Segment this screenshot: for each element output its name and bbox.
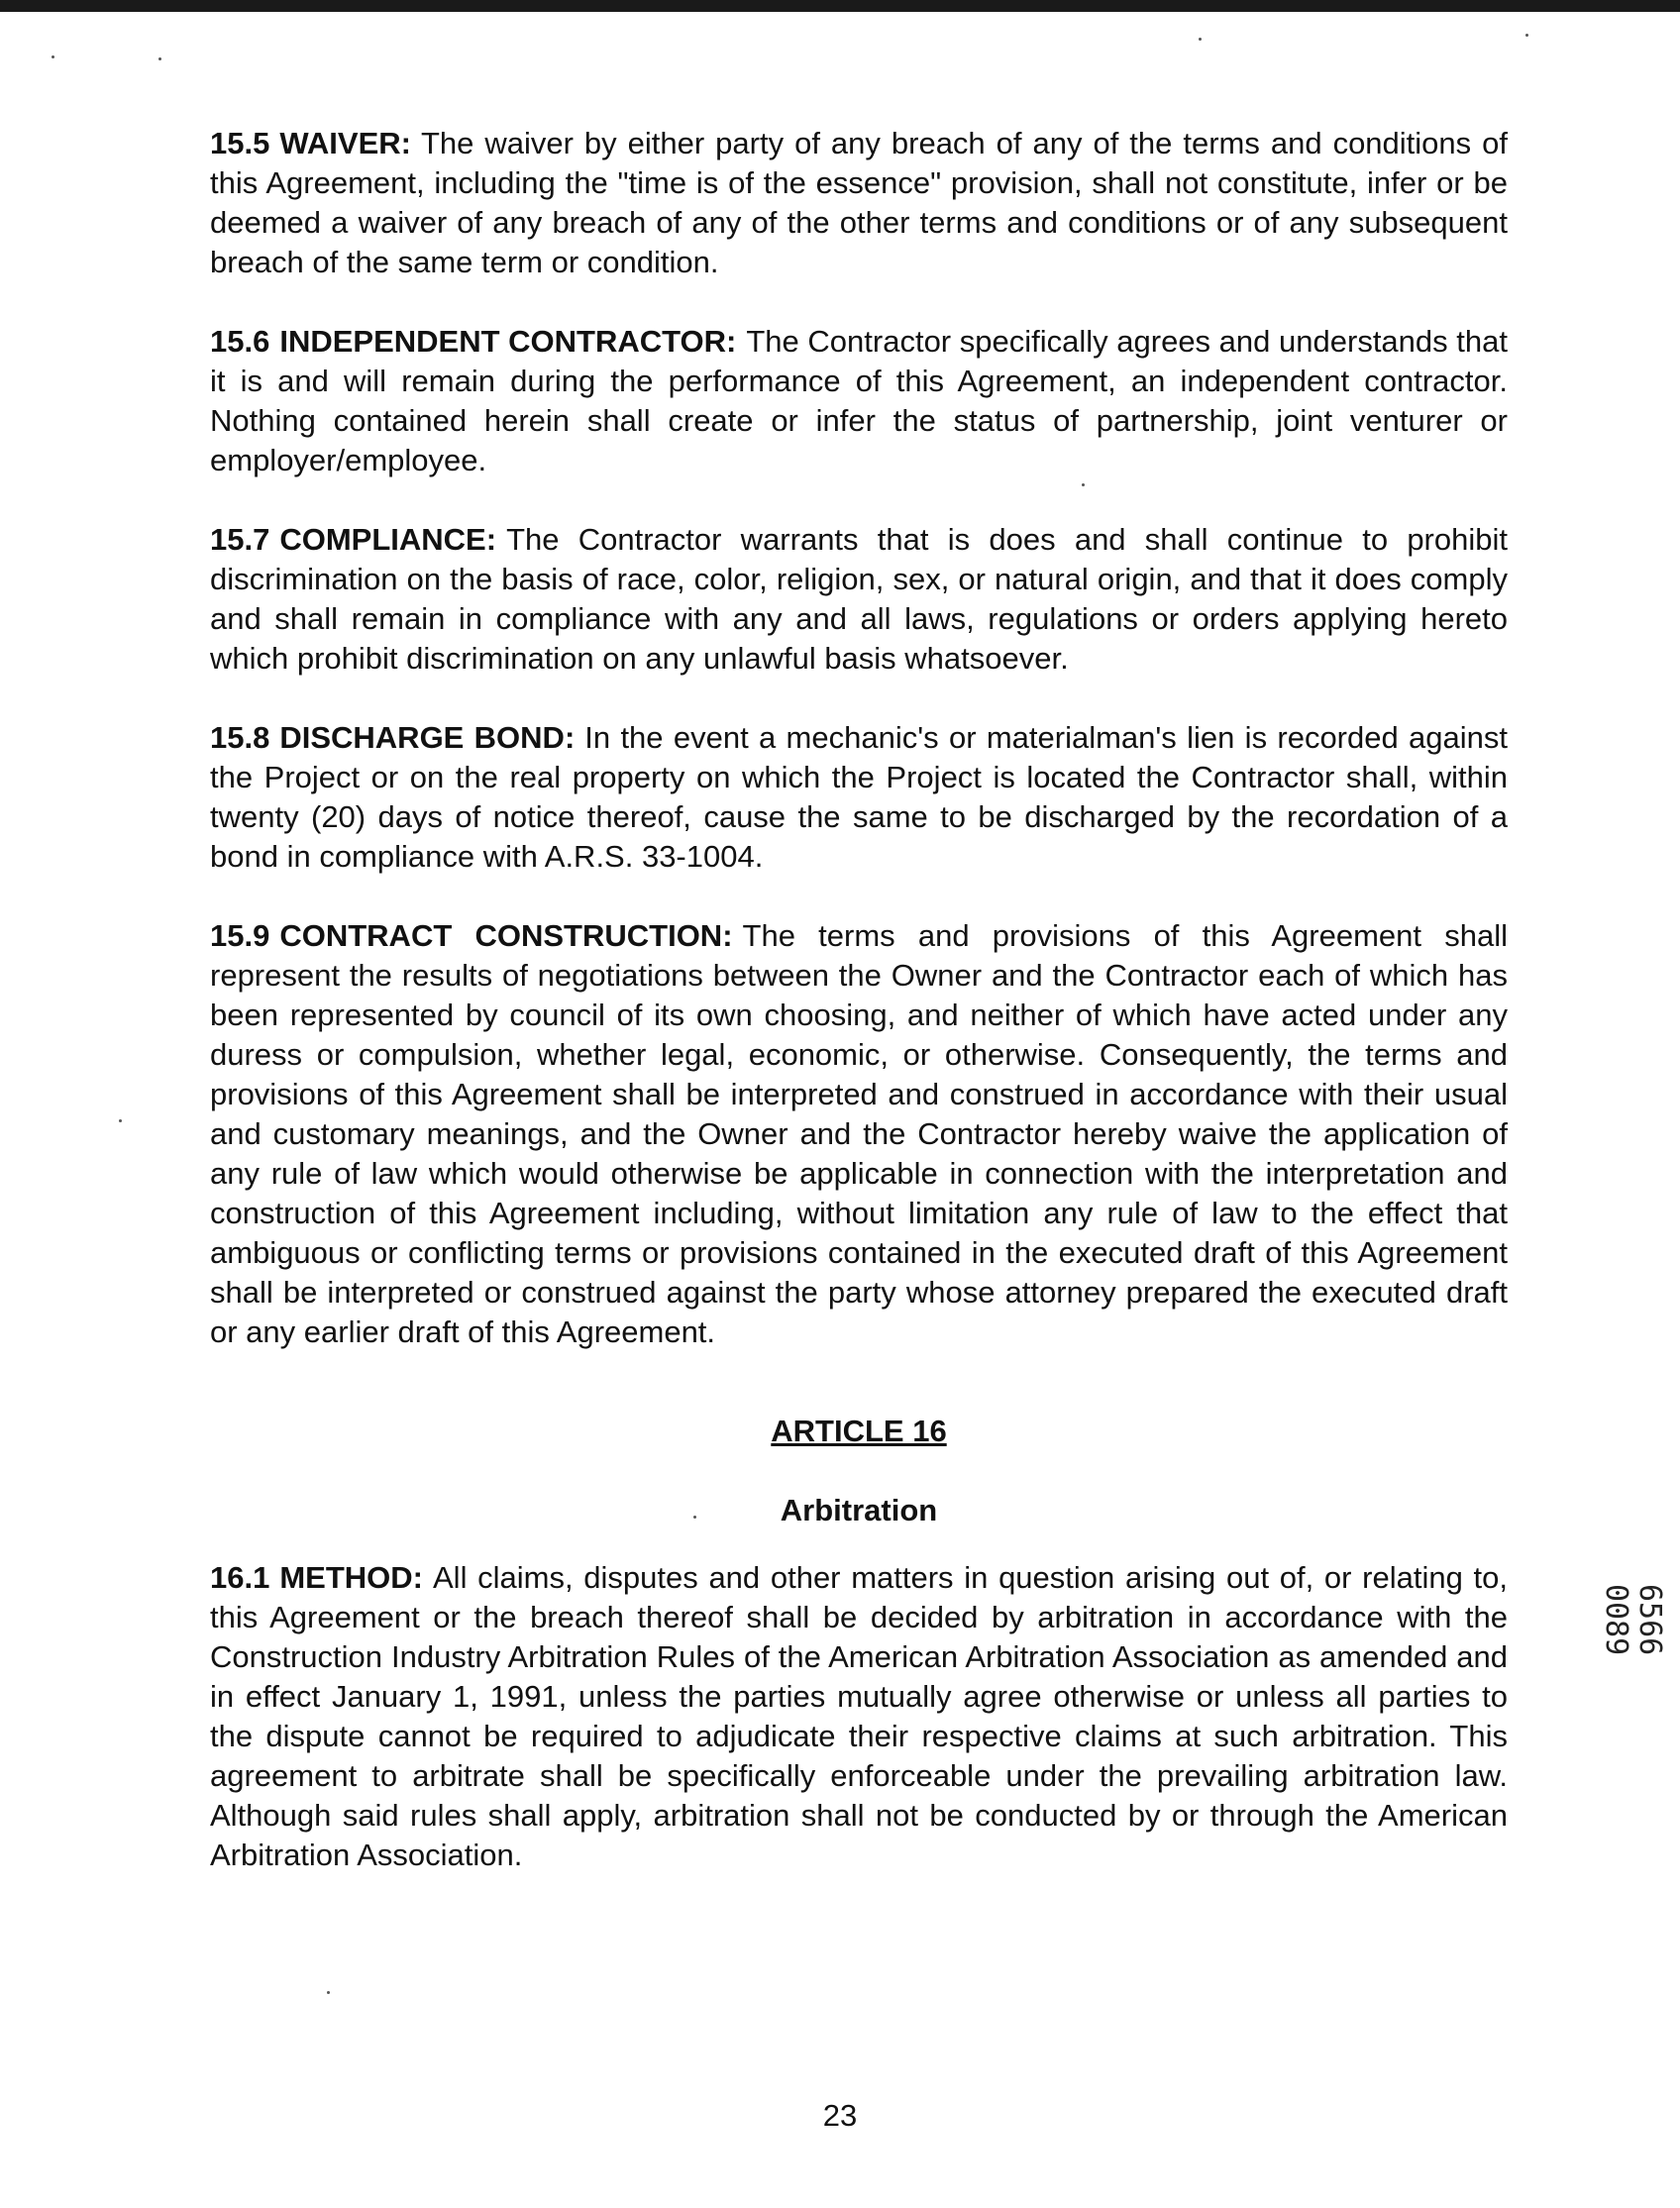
article-subtitle: Arbitration: [780, 1493, 938, 1527]
scan-speck: [1082, 483, 1085, 486]
section-heading: WAIVER:: [279, 126, 411, 160]
section-15-7: [210, 520, 1508, 679]
scan-speck: [1525, 34, 1528, 37]
section-16-1: [210, 1558, 1508, 1875]
article-title: ARTICLE 16: [771, 1414, 947, 1448]
page-number: 23: [822, 2098, 858, 2133]
scan-speck: [52, 55, 54, 58]
section-15-9: [210, 916, 1508, 1352]
section-body: In the event a mechanic's or materialman's lien is recorded against the Project or on the real property on which the Project is located the Contractor shall, within twenty (20) days of notice thereof, cause the same to be discharged by the recordation of a bond in compliance with A.R.S. 33-1004.: [210, 720, 1508, 874]
bates-number-text: 6566 0089: [1599, 1584, 1667, 1656]
section-number: 15.5: [210, 126, 270, 160]
section-heading: CONTRACT CONSTRUCTION:: [279, 918, 733, 953]
bates-number: [1599, 1570, 1667, 1656]
section-number: 15.9: [210, 918, 270, 953]
section-body: The terms and provisions of this Agreement shall represent the results of negotiations between the Owner and the Contractor each of which has been represented by council of its own choosing, and neither of which have acted under any duress or compulsion, whether legal, economic, or otherwise. Consequently, the terms and provisions of this Agreement shall be interpreted and construed in accordance with their usual and customary meanings, and the Owner and the Contractor hereby waive the application of any rule of law which would otherwise be applicable in connection with the interpretation and construction of this Agreement including, without limitation any rule of law to the effect that ambiguous or conflicting terms or provisions contained in the executed draft of this Agreement shall be interpreted or construed against the party whose attorney prepared the executed draft or any earlier draft of this Agreement.: [210, 918, 1508, 1349]
section-heading: INDEPENDENT CONTRACTOR:: [279, 324, 737, 359]
section-body: The waiver by either party of any breach of any of the terms and conditions of this Agreement, including the "time is of the essence" provision, shall not constitute, infer or be deemed a waiver of any breach of any of the other terms and conditions or of any subsequent breach of the same term or condition.: [210, 126, 1508, 279]
scan-speck: [1199, 38, 1202, 41]
section-body: The Contractor specifically agrees and understands that it is and will remain during the performance of this Agreement, an independent contractor. Nothing contained herein shall create or infer the status of partnership, joint venturer or employer/employee.: [210, 324, 1508, 477]
scan-speck: [119, 1119, 122, 1122]
section-heading: DISCHARGE BOND:: [279, 720, 576, 755]
section-number: 15.8: [210, 720, 270, 755]
section-body: The Contractor warrants that is does and shall continue to prohibit discrimination on the basis of race, color, religion, sex, or natural origin, and that it does comply and shall remain in compliance with any and all laws, regulations or orders applying hereto which prohibit discrimination on any unlawful basis whatsoever.: [210, 522, 1508, 676]
section-15-5: [210, 124, 1508, 282]
section-number: 15.6: [210, 324, 270, 359]
scan-speck: [158, 57, 161, 60]
section-number: 15.7: [210, 522, 270, 557]
scan-top-edge: [0, 0, 1680, 12]
section-heading: COMPLIANCE:: [279, 522, 497, 557]
section-number: 16.1: [210, 1560, 270, 1595]
document-body: [210, 124, 1508, 1915]
scan-speck: [327, 1991, 330, 1994]
section-body: All claims, disputes and other matters in question arising out of, or relating to, this Agreement or the breach thereof shall be decided by arbitration in accordance with the Construction Industry Arbitration Rules of the American Arbitration Association as amended and in effect January 1, 1991, unless the parties mutually agree otherwise or unless all parties to the dispute cannot be required to adjudicate their respective claims at such arbitration. This agreement to arbitrate shall be specifically enforceable under the prevailing arbitration law. Although said rules shall apply, arbitration shall not be conducted by or through the American Arbitration Association.: [210, 1560, 1508, 1872]
scan-speck: [693, 1516, 696, 1519]
section-15-8: [210, 718, 1508, 877]
section-15-6: [210, 322, 1508, 480]
section-heading: METHOD:: [279, 1560, 423, 1595]
